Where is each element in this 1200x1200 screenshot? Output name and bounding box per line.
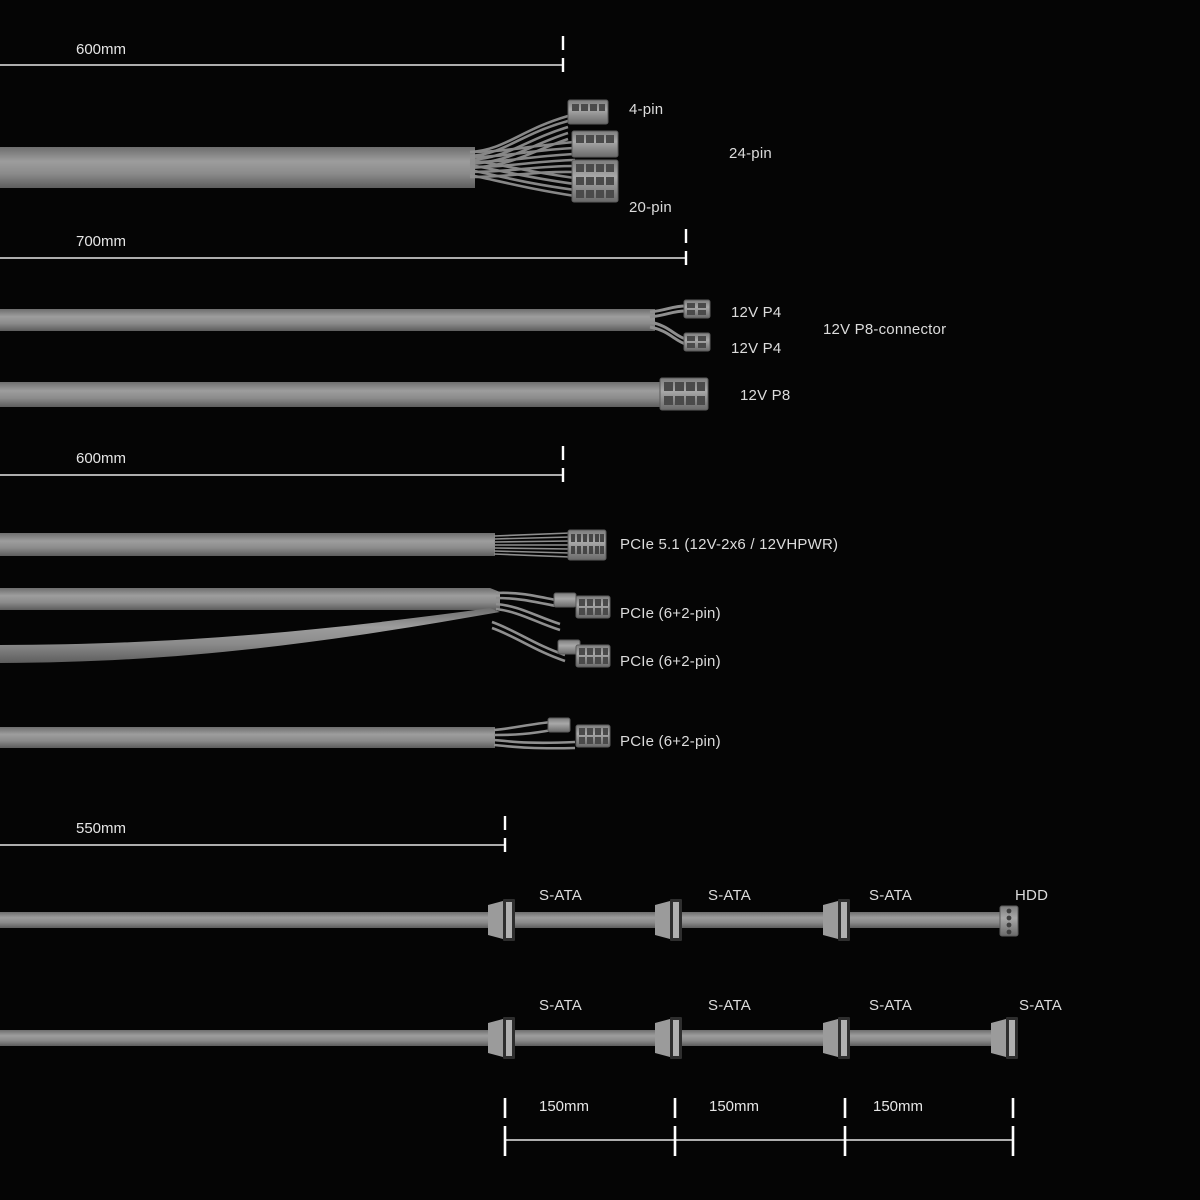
- connector-pcie-51: [568, 530, 606, 560]
- connector-hdd: [1000, 906, 1018, 936]
- connector-12v-p4-a: [684, 300, 710, 318]
- label-24-pin: 24-pin: [729, 145, 772, 162]
- motherboard-cable-body: [0, 100, 618, 202]
- label-pcie-c: PCIe (6+2-pin): [620, 733, 721, 750]
- dimension-label-150-c: 150mm: [873, 1098, 924, 1115]
- dimension-label-150-b: 150mm: [709, 1098, 760, 1115]
- connector-sata-r2-2: [655, 1017, 682, 1059]
- dimension-label-550: 550mm: [76, 820, 127, 837]
- label-12v-p4-b: 12V P4: [731, 340, 782, 357]
- connector-sata-r2-1: [488, 1017, 515, 1059]
- dimension-label-600-top: 600mm: [76, 41, 127, 58]
- connector-20-pin: [572, 160, 618, 202]
- label-sata-r1-1: S-ATA: [539, 887, 582, 904]
- dimension-label-700: 700mm: [76, 233, 127, 250]
- label-12v-p8: 12V P8: [740, 387, 791, 404]
- label-pcie-51: PCIe 5.1 (12V-2x6 / 12VHPWR): [620, 536, 839, 553]
- dimension-label-600-pcie: 600mm: [76, 450, 127, 467]
- label-sata-r1-2: S-ATA: [708, 887, 751, 904]
- connector-pcie-a: [554, 593, 610, 618]
- label-4-pin: 4-pin: [629, 101, 664, 118]
- label-12v-p8-connector: 12V P8-connector: [823, 321, 947, 338]
- connector-sata-r1-1: [488, 899, 515, 941]
- connector-12v-p4-b: [684, 333, 710, 351]
- label-sata-r1-3: S-ATA: [869, 887, 912, 904]
- connector-sata-r1-3: [823, 899, 850, 941]
- connector-4-pin: [568, 100, 608, 124]
- label-pcie-a: PCIe (6+2-pin): [620, 605, 721, 622]
- pcie-single-cable-body: [0, 718, 610, 748]
- label-sata-r2-2: S-ATA: [708, 997, 751, 1014]
- label-sata-r2-4: S-ATA: [1019, 997, 1062, 1014]
- connector-sata-r2-4: [991, 1017, 1018, 1059]
- peripheral-cable-row-1: [0, 899, 1018, 941]
- pcie-51-cable-body: [0, 530, 606, 560]
- cpu-cable-p4-body: [0, 300, 710, 351]
- cpu-cable-p8-body: [0, 378, 708, 410]
- label-20-pin: 20-pin: [629, 199, 672, 216]
- label-pcie-b: PCIe (6+2-pin): [620, 653, 721, 670]
- peripheral-cable-row-2: [0, 1017, 1018, 1059]
- connector-24-pin: [572, 131, 618, 157]
- label-sata-r2-3: S-ATA: [869, 997, 912, 1014]
- connector-sata-r2-3: [823, 1017, 850, 1059]
- label-hdd: HDD: [1015, 887, 1049, 904]
- label-sata-r2-1: S-ATA: [539, 997, 582, 1014]
- connector-12v-p8: [660, 378, 708, 410]
- connector-pcie-b: [558, 640, 610, 667]
- label-12v-p4-a: 12V P4: [731, 304, 782, 321]
- connector-sata-r1-2: [655, 899, 682, 941]
- pcie-split-cable-body: [0, 588, 610, 667]
- dimension-label-150-a: 150mm: [539, 1098, 590, 1115]
